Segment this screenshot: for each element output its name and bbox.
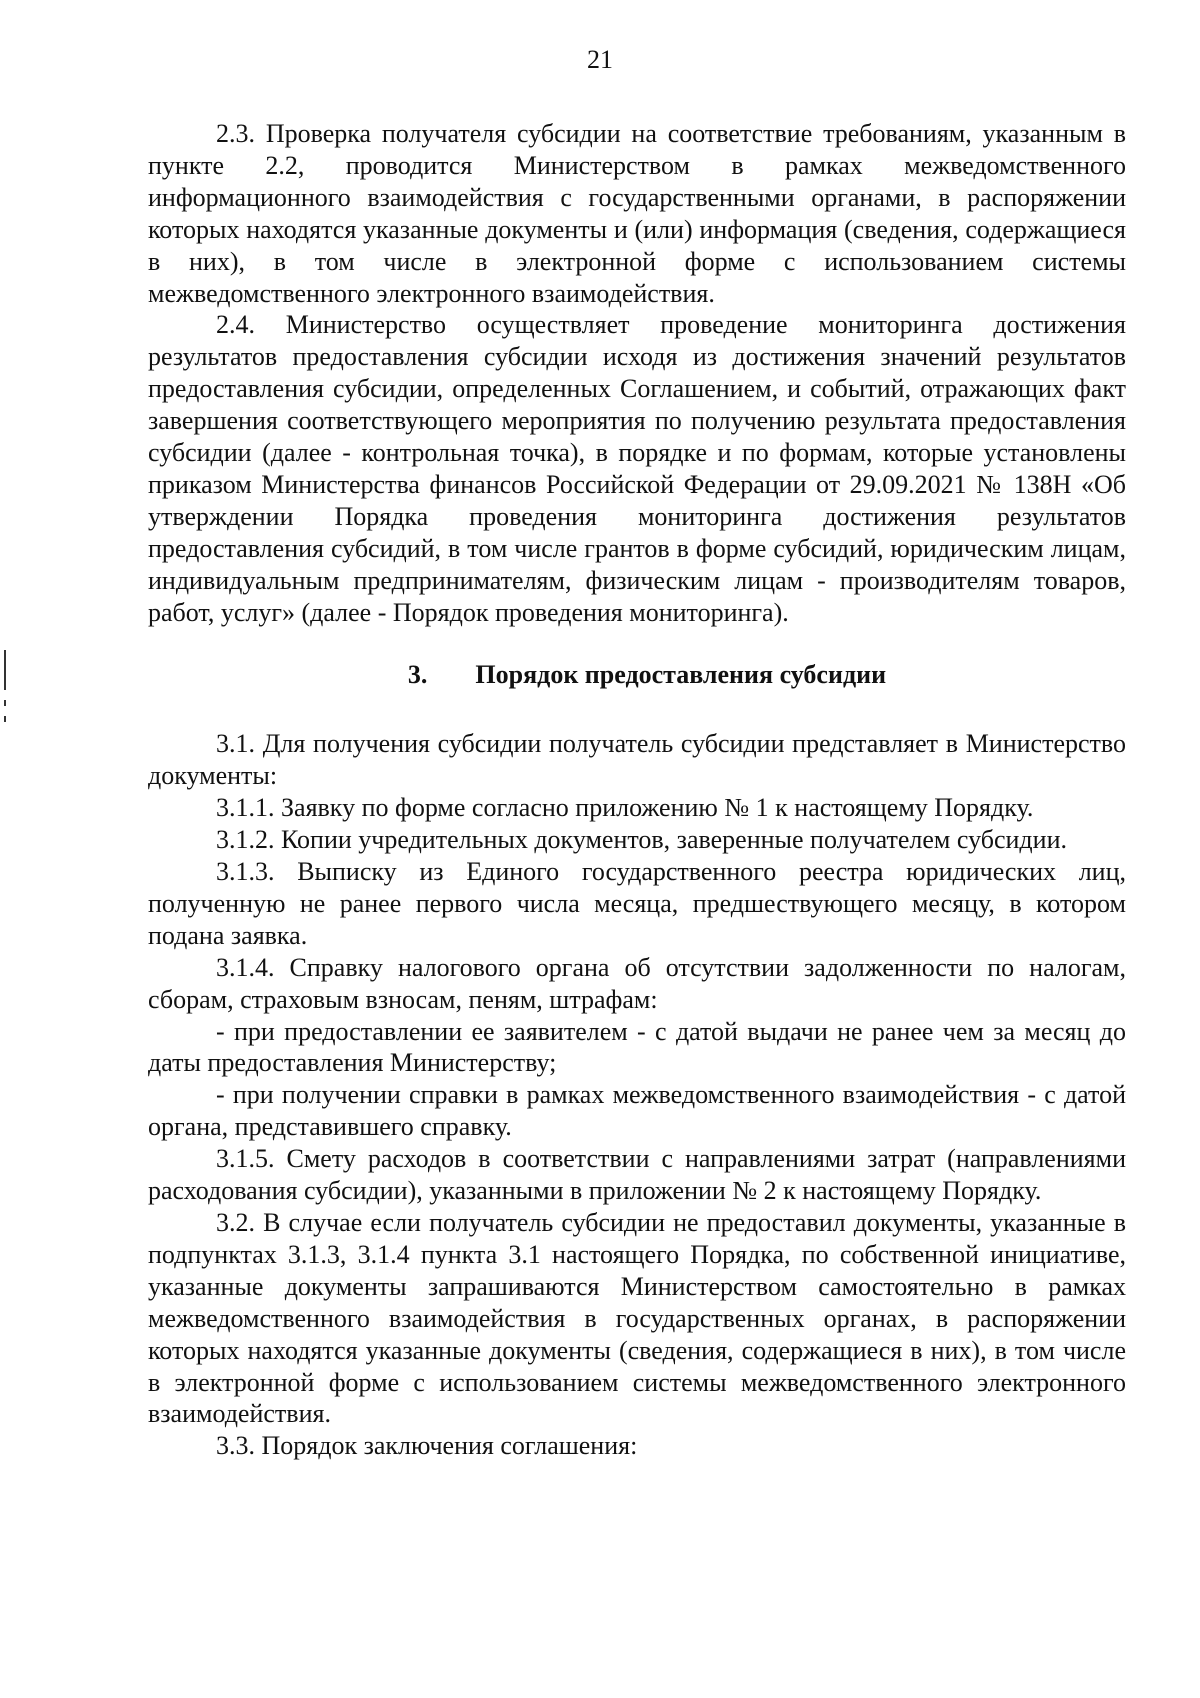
paragraph-3-2: 3.2. В случае если получатель субсидии не предоставил документы, указанные в подпунктах 3.1.3, 3.1.4 пункта 3.1 настоящего Порядка, по собственной инициативе, указанные документы запрашиваются Министерством самостоятельно в рамках межведомственного взаимодействия в государственных органах, в распоряжении которых находятся указанные документы (сведения, содержащиеся в них), в том числе в электронной форме с использованием системы межведомственного электронного взаимодействия. (148, 1208, 1126, 1429)
paragraph-3-1-4: 3.1.4. Справку налогового органа об отсутствии задолженности по налогам, сборам, страховым взносам, пеням, штрафам: (148, 952, 1126, 1014)
document-body (148, 118, 1126, 1462)
paragraph-3-1-3: 3.1.3. Выписку из Единого государственного реестра юридических лиц, полученную не ранее первого числа месяца, предшествующего месяцу, в котором подана заявка. (148, 857, 1126, 950)
section-heading (148, 659, 1126, 691)
page-number: 21 (587, 45, 613, 74)
paragraph-3-1: 3.1. Для получения субсидии получатель субсидии представляет в Министерство документы: (148, 729, 1126, 791)
list-item-interagency: - при получении справки в рамках межведомственного взаимодействия - с датой органа, представившего справку. (148, 1080, 1126, 1142)
section-title: Порядок предоставления субсидии (475, 659, 887, 689)
paragraph-2-4: 2.4. Министерство осуществляет проведение мониторинга достижения результатов предоставления субсидии исходя из достижения значений результатов предоставления субсидии, определенных Соглашением, и событий, отражающих факт завершения соответствующего мероприятия по получению результата предоставления субсидии (далее - контрольная точка), в порядке и по формам, которые установлены приказом Министерства финансов Российской Федерации от 29.09.2021 № 138Н «Об утверждении Порядка проведения мониторинга достижения результатов предоставления субсидий, в том числе грантов в форме субсидий, юридическим лицам, индивидуальным предпринимателям, физическим лицам - производителям товаров, работ, услуг» (далее - Порядок проведения мониторинга). (148, 310, 1126, 627)
section-number: 3. (407, 659, 428, 689)
paragraph-3-1-5: 3.1.5. Смету расходов в соответствии с направлениями затрат (направлениями расходования субсидии), указанными в приложении № 2 к настоящему Порядку. (148, 1144, 1126, 1206)
paragraph-3-1-1: 3.1.1. Заявку по форме согласно приложению № 1 к настоящему Порядку. (216, 793, 1034, 823)
paragraph-2-3: 2.3. Проверка получателя субсидии на соответствие требованиям, указанным в пункте 2.2, проводится Министерством в рамках межведомственного информационного взаимодействия с государственными органами, в распоряжении которых находятся указанные документы и (или) информация (сведения, содержащиеся в них), в том числе в электронной форме с использованием системы межведомственного электронного взаимодействия. (148, 119, 1126, 308)
paragraph-3-3: 3.3. Порядок заключения соглашения: (216, 1431, 638, 1461)
scan-margin-marks (4, 650, 8, 746)
list-item-applicant: - при предоставлении ее заявителем - с датой выдачи не ранее чем за месяц до даты предоставления Министерству; (148, 1016, 1126, 1078)
paragraph-3-1-2: 3.1.2. Копии учредительных документов, заверенные получателем субсидии. (216, 825, 1067, 855)
